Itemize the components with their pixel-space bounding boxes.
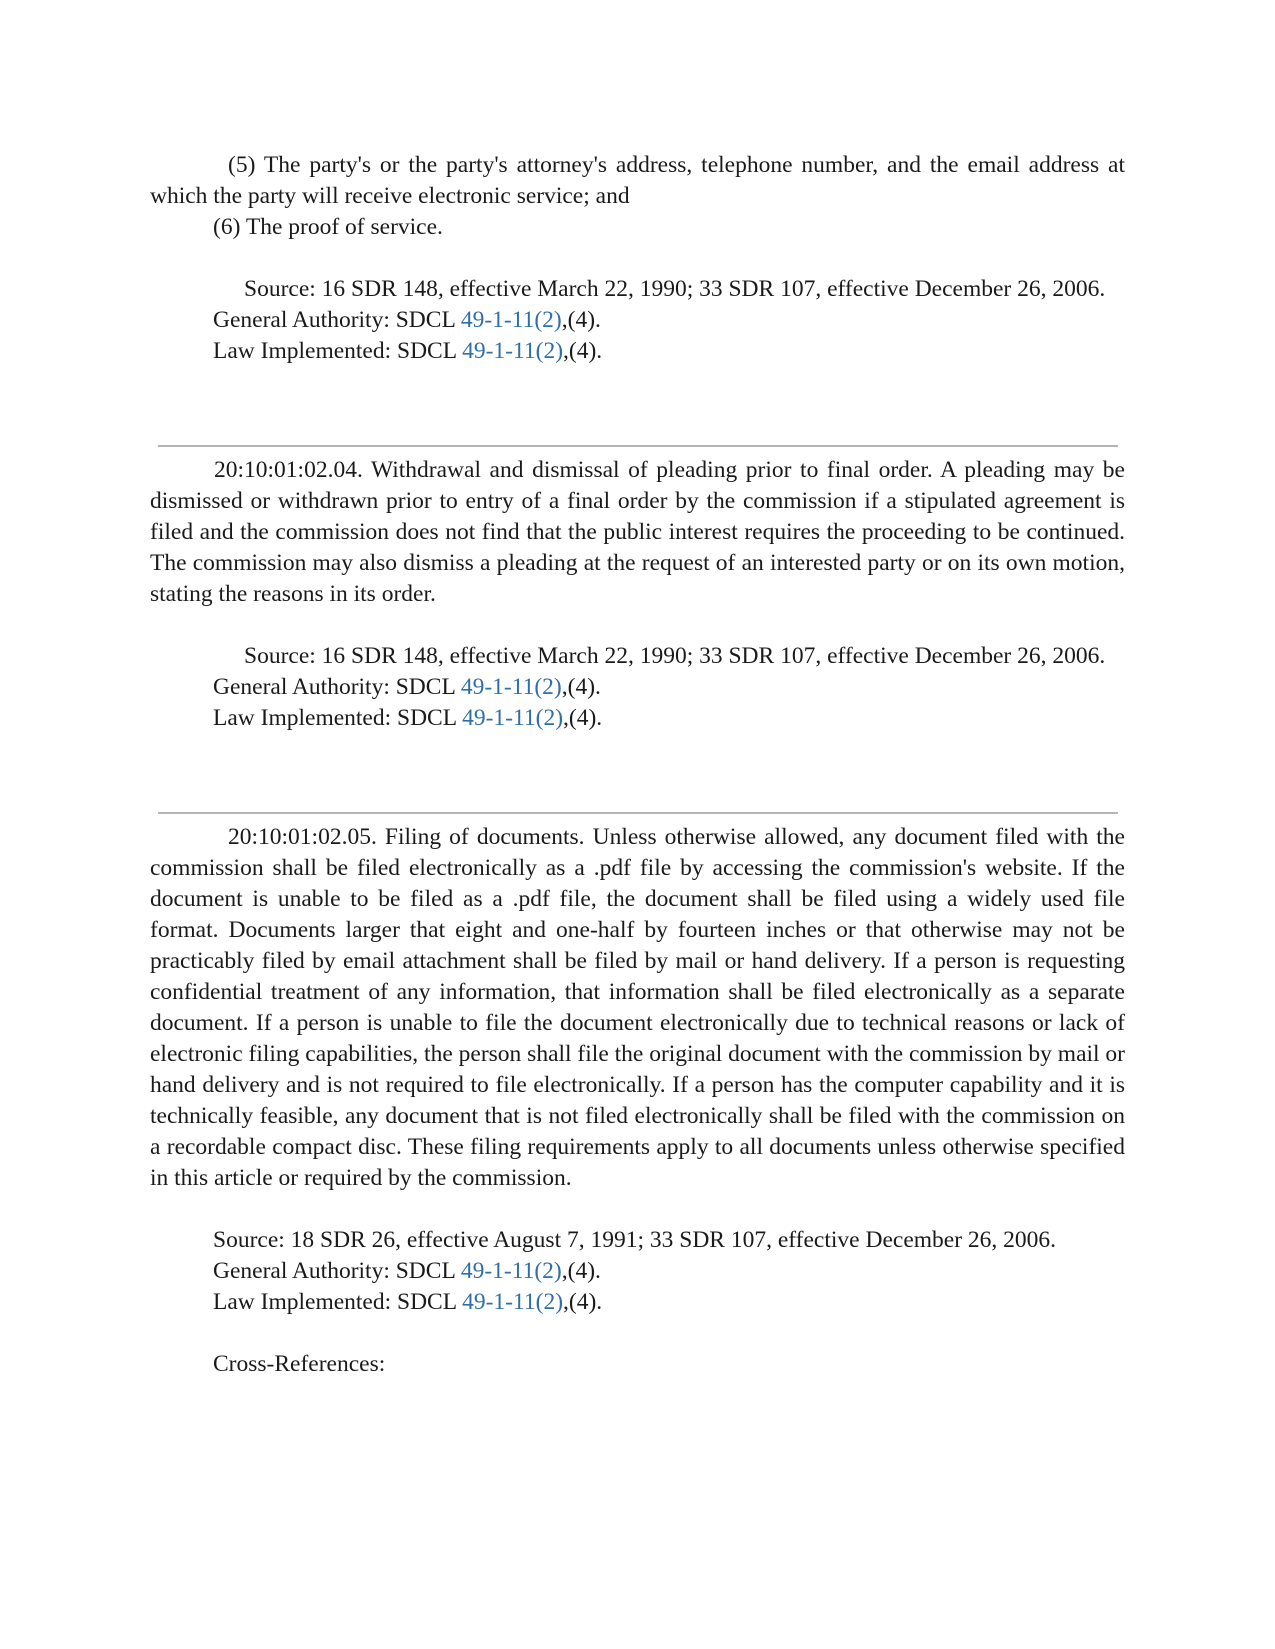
spacer [150,1194,1125,1225]
law-implemented-label: Law Implemented: SDCL [213,1289,463,1315]
section-0205-body: 20:10:01:02.05. Filing of documents. Unless otherwise allowed, any document filed with the commission shall be filed electronically as a .pdf file by accessing the commission's website. If the document is unable to be filed as a .pdf file, the document shall be filed using a widely used file format. Documents larger that eight and one-half by fourteen inches or that otherwise may not be practicably filed by email attachment shall be filed by mail or hand delivery. If a person is requesting confidential treatment of any information, that information shall be filed electronically as a separate document. If a person is unable to file the document electronically due to technical reasons or lack of electronic filing capabilities, the person shall file the original document with the commission by mail or hand delivery and is not required to file electronically. If a person has the computer capability and it is technically feasible, any document that is not filed electronically shall be filed with the commission on a recordable compact disc. These filing requirements apply to all documents unless otherwise specified in this article or required by the commission. [150,824,1126,1191]
law-implemented [150,336,1125,367]
spacer [150,367,1125,445]
spacer [150,243,1125,274]
statute-link[interactable]: 49-1-11(2) [460,1258,562,1284]
statute-link[interactable]: 49-1-11(2) [460,674,562,700]
general-authority-label: General Authority: SDCL [213,674,461,700]
general-authority [150,672,1125,703]
document-page [150,150,1125,1380]
spacer [150,734,1125,812]
general-authority-suffix: ,(4). [561,674,601,700]
law-implemented-label: Law Implemented: SDCL [213,705,463,731]
law-implemented-suffix: ,(4). [563,1289,603,1315]
cross-references-heading: Cross-References: [213,1351,386,1377]
general-authority-suffix: ,(4). [561,307,601,333]
law-implemented-suffix: ,(4). [563,705,603,731]
spacer [150,447,1125,455]
source-note: Source: 16 SDR 148, effective March 22, 1990; 33 SDR 107, effective December 26, 2006. [244,643,1106,669]
statute-link[interactable]: 49-1-11(2) [462,705,564,731]
general-authority-label: General Authority: SDCL [213,1258,461,1284]
statute-link[interactable]: 49-1-11(2) [462,1289,564,1315]
general-authority [150,305,1125,336]
law-implemented [150,1287,1125,1318]
source-note: Source: 16 SDR 148, effective March 22, 1990; 33 SDR 107, effective December 26, 2006. [244,276,1106,302]
general-authority-suffix: ,(4). [561,1258,601,1284]
spacer [150,1318,1125,1349]
list-item-5: (5) The party's or the party's attorney's address, telephone number, and the email address at which the party will receive electronic service; and [150,152,1125,209]
statute-link[interactable]: 49-1-11(2) [462,338,564,364]
general-authority-label: General Authority: SDCL [213,307,461,333]
section-0204-body: 20:10:01:02.04. Withdrawal and dismissal of pleading prior to final order. A pleading may be dismissed or withdrawn prior to entry of a final order by the commission if a stipulated agreement is filed and the commission does not find that the public interest requires the proceeding to be continued. The commission may also dismiss a pleading at the request of an interested party or on its own motion, stating the reasons in its order. [150,457,1125,607]
source-note: Source: 18 SDR 26, effective August 7, 1991; 33 SDR 107, effective December 26, 2006. [213,1227,1057,1253]
law-implemented-suffix: ,(4). [563,338,603,364]
law-implemented [150,703,1125,734]
law-implemented-label: Law Implemented: SDCL [213,338,463,364]
spacer [150,610,1125,641]
spacer [150,814,1125,822]
list-item-6: (6) The proof of service. [213,214,443,240]
general-authority [150,1256,1125,1287]
statute-link[interactable]: 49-1-11(2) [460,307,562,333]
